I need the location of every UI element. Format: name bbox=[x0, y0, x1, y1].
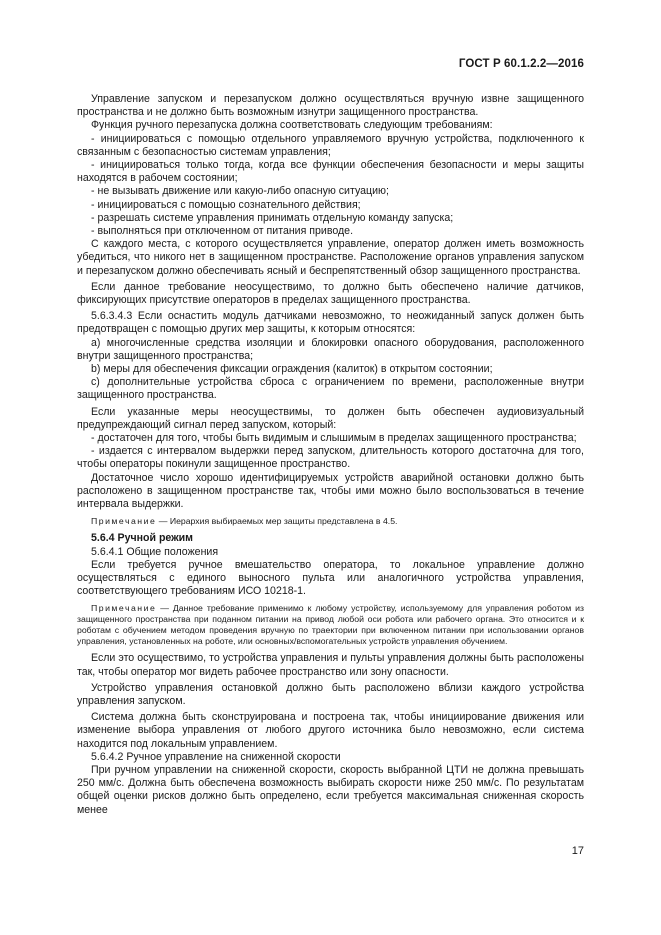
note bbox=[77, 516, 584, 527]
list-item: - издается с интервалом выдержки перед запуском, длительность которого достаточна для того, чтобы операторы покинули защищенное пространство. bbox=[77, 445, 584, 471]
page-number: 17 bbox=[571, 845, 584, 857]
list-item: а) многочисленные средства изоляции и блокировки опасного оборудования, расположенного внутри защищенного пространства; bbox=[77, 336, 584, 362]
list-item: с) дополнительные устройства сброса с ограничением по времени, расположенные внутри защищенного пространства. bbox=[77, 376, 584, 402]
list-item: - инициироваться с помощью отдельного управляемого вручную устройства, подключенного к связанным с безопасностью системам управления; bbox=[77, 132, 584, 158]
clause-5-6-3-4-3: 5.6.3.4.3 Если оснастить модуль датчиками невозможно, то неожиданный запуск должен быть предотвращен с помощью других мер защиты, к которым относятся: bbox=[77, 310, 584, 336]
subsection-title: 5.6.4.2 Ручное управление на сниженной скорости bbox=[91, 750, 341, 763]
list-item: - достаточен для того, чтобы быть видимым и слышимым в пределах защищенного пространства; bbox=[91, 432, 577, 445]
list-item: - инициироваться с помощью сознательного действия; bbox=[91, 198, 361, 211]
paragraph: Если указанные меры неосуществимы, то должен быть обеспечен аудиовизуальный предупреждающий сигнал перед запуском, который: bbox=[77, 405, 584, 431]
note-label: Примечание bbox=[91, 516, 157, 527]
paragraph: Система должна быть сконструирована и построена так, чтобы инициирование движения или изменение выбора управления от любого другого источника было невозможно, если система находится под локальным управлением. bbox=[77, 711, 584, 750]
list-item: - разрешать системе управления принимать отдельную команду запуска; bbox=[91, 211, 454, 224]
paragraph: Если это осуществимо, то устройства управления и пульты управления должны быть расположены так, чтобы оператор мог видеть рабочее пространство или зону опасности. bbox=[77, 652, 584, 678]
paragraph: Достаточное число хорошо идентифицируемых устройств аварийной остановки должно быть расположено в защищенном пространстве так, чтобы ими можно было воспользоваться в течение интервала выдержки. bbox=[77, 471, 584, 511]
subsection-title: 5.6.4.1 Общие положения bbox=[91, 545, 219, 558]
note bbox=[77, 603, 584, 647]
list-item: - выполняться при отключенном от питания приводе. bbox=[91, 225, 354, 238]
list-item: - инициироваться только тогда, когда все функции обеспечения безопасности и меры защиты находятся в рабочем состоянии; bbox=[77, 159, 584, 185]
paragraph: С каждого места, с которого осуществляется управление, оператор должен иметь возможность убедиться, что никого нет в защищенном пространстве. Расположение органов управления запуском и перезапуском должно обеспечивать ясный и беспрепятственный обзор защищенного пространства. bbox=[77, 238, 584, 277]
paragraph: Если данное требование неосуществимо, то должно быть обеспечено наличие датчиков, фиксирующих присутствие операторов в пределах защищенного пространства. bbox=[77, 280, 584, 307]
note-text: — Иерархия выбираемых мер защиты представлена в 4.5. bbox=[158, 516, 398, 527]
paragraph: При ручном управлении на сниженной скорости, скорость выбранной ЦТИ не должна превышать 250 мм/с. Должна быть обеспечена возможность выбирать скорости ниже 250 мм/с. По результатам общей оценки рисков должно быть определено, если требуется максимальная сниженная скорость менее bbox=[77, 763, 584, 816]
list-item: - не вызывать движение или какую-либо опасную ситуацию; bbox=[91, 185, 389, 198]
paragraph: Функция ручного перезапуска должна соответствовать следующим требованиям: bbox=[91, 119, 493, 132]
page-body bbox=[77, 93, 584, 817]
list-item: b) меры для обеспечения фиксации ограждения (калиток) в открытом состоянии; bbox=[91, 363, 493, 376]
document-code: ГОСТ Р 60.1.2.2—2016 bbox=[458, 58, 584, 70]
section-heading: 5.6.4 Ручной режим bbox=[91, 532, 194, 545]
note-label: Примечание bbox=[91, 603, 157, 614]
paragraph: Если требуется ручное вмешательство оператора, то локальное управление должно осуществляться с единого выносного пульта или аналогичного устройства управления, соответствующего требованиям ИСО 10218-1. bbox=[77, 558, 584, 598]
paragraph: Управление запуском и перезапуском должно осуществляться вручную извне защищенного пространства и не должно быть возможным изнутри защищенного пространства. bbox=[77, 93, 584, 119]
paragraph: Устройство управления остановкой должно быть расположено вблизи каждого устройства управления запуском. bbox=[77, 681, 584, 707]
note-text: — Данное требование применимо к любому устройству, используемому для управления роботом из защищенного пространства при поданном питании на привод любой оси робота или рабочего органа. Это относится и к роботам с обучением методом проведения вручную по траектории при включенном питании при использовании органов управления, установленных на роботе, или основных/вспомогательных устройств управления обучением. bbox=[77, 603, 584, 647]
